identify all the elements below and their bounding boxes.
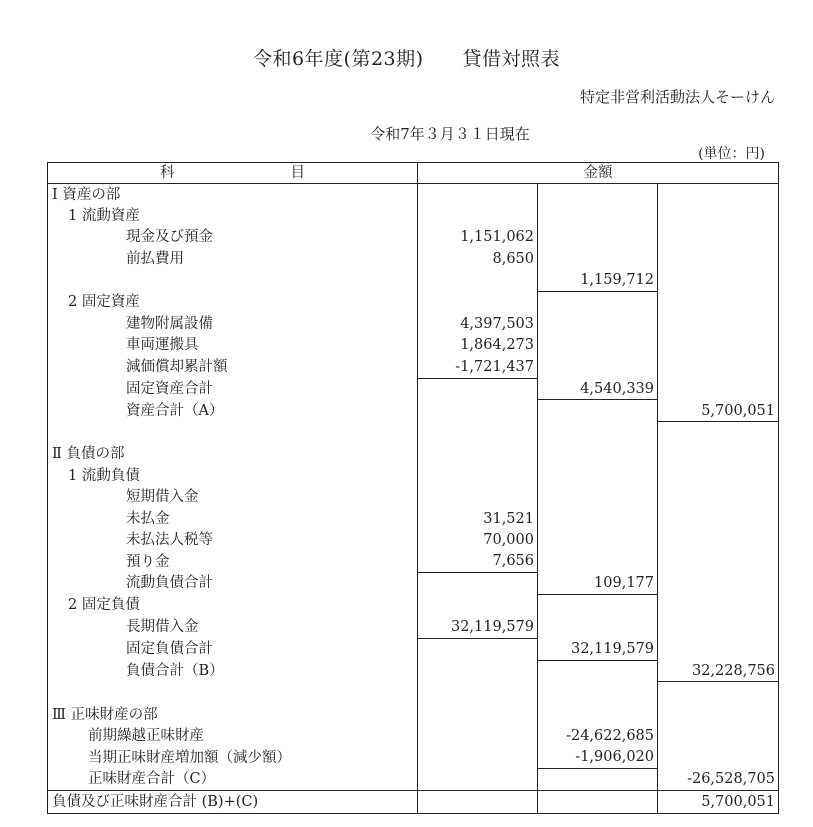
amount-cell-a: 1,151,062 (418, 227, 538, 248)
amount-cell-a: 7,656 (418, 551, 538, 573)
amount-cell-c (658, 616, 779, 638)
amount-cell-b (538, 205, 658, 226)
table-row (48, 313, 779, 334)
amount-cell-c (658, 422, 779, 444)
amount-cell-b (538, 313, 658, 334)
amount-cell-a (418, 400, 538, 422)
amount-cell-c (658, 335, 779, 356)
table-row (48, 551, 779, 573)
amount-cell-c (658, 638, 779, 660)
amount-cell-c (658, 704, 779, 725)
amount-cell-b (538, 594, 658, 616)
amount-cell-c (658, 227, 779, 248)
amount-cell-a: 1,864,273 (418, 335, 538, 356)
table-row (48, 248, 779, 269)
amount-cell-b (538, 356, 658, 378)
table-row (48, 704, 779, 725)
table-row (48, 638, 779, 660)
row-label: Ⅱ 負債の部 (48, 444, 418, 465)
row-label: 負債及び正味財産合計 (B)+(C) (48, 791, 418, 813)
table-row (48, 747, 779, 769)
amount-cell-b (538, 465, 658, 486)
amount-cell-b (538, 508, 658, 529)
amount-cell-c (658, 594, 779, 616)
amount-cell-a: 70,000 (418, 529, 538, 550)
row-label: 資産合計（A） (48, 400, 418, 422)
amount-cell-c (658, 291, 779, 313)
amount-cell-b: 109,177 (538, 573, 658, 595)
amount-cell-a (418, 465, 538, 486)
row-label: 建物附属設備 (48, 313, 418, 334)
as-of-date: 令和7年３月３１日現在 (370, 125, 530, 143)
amount-cell-a (418, 747, 538, 769)
amount-cell-c (658, 508, 779, 529)
table-row (48, 725, 779, 746)
row-label: 固定負債合計 (48, 638, 418, 660)
amount-cell-b (538, 791, 658, 813)
amount-cell-a (418, 378, 538, 400)
amount-cell-b: 4,540,339 (538, 378, 658, 400)
row-label: 前払費用 (48, 248, 418, 269)
amount-cell-b (538, 248, 658, 269)
row-label: Ⅰ 資産の部 (48, 184, 418, 206)
period-label: 令和6年度(第23期) (252, 48, 424, 70)
row-label (48, 682, 418, 704)
statement-title: 貸借対照表 (462, 48, 561, 70)
row-label: 当期正味財産増加額（減少額） (48, 747, 418, 769)
table-row (48, 486, 779, 507)
amount-cell-b: -24,622,685 (538, 725, 658, 746)
amount-cell-c (658, 529, 779, 550)
amount-cell-b (538, 682, 658, 704)
header-item-2: 目 (290, 165, 305, 181)
row-label: 1 流動資産 (48, 205, 418, 226)
amount-cell-c (658, 378, 779, 400)
table-row (48, 791, 779, 813)
table-row (48, 769, 779, 791)
table-row (48, 660, 779, 682)
amount-cell-a (418, 422, 538, 444)
table-header (48, 163, 779, 184)
table-row (48, 594, 779, 616)
amount-cell-a (418, 573, 538, 595)
amount-cell-c (658, 725, 779, 746)
table-row (48, 465, 779, 486)
row-label (48, 270, 418, 292)
amount-cell-c: 5,700,051 (658, 791, 779, 813)
header-item-column (48, 163, 418, 184)
row-label (48, 422, 418, 444)
row-label: 預り金 (48, 551, 418, 573)
amount-cell-a (418, 270, 538, 292)
header-item-1: 科 (160, 165, 175, 181)
amount-cell-a (418, 444, 538, 465)
table-row (48, 529, 779, 550)
amount-cell-c (658, 248, 779, 269)
amount-cell-c (658, 444, 779, 465)
table-row (48, 378, 779, 400)
amount-cell-a: 32,119,579 (418, 616, 538, 638)
amount-cell-c (658, 184, 779, 206)
amount-cell-a (418, 725, 538, 746)
table-row (48, 356, 779, 378)
row-label: 車両運搬具 (48, 335, 418, 356)
row-label: 固定資産合計 (48, 378, 418, 400)
table-row (48, 422, 779, 444)
row-label: 流動負債合計 (48, 573, 418, 595)
amount-cell-c (658, 356, 779, 378)
amount-cell-a: 4,397,503 (418, 313, 538, 334)
unit-label: (単位：円) (698, 146, 765, 162)
amount-cell-a: 8,650 (418, 248, 538, 269)
amount-cell-a (418, 660, 538, 682)
row-label: 2 固定資産 (48, 291, 418, 313)
table-row (48, 270, 779, 292)
row-label: 未払法人税等 (48, 529, 418, 550)
amount-cell-b (538, 551, 658, 573)
amount-cell-b (538, 291, 658, 313)
amount-cell-a: 31,521 (418, 508, 538, 529)
row-label: 2 固定負債 (48, 594, 418, 616)
amount-cell-c: 5,700,051 (658, 400, 779, 422)
row-label: 現金及び預金 (48, 227, 418, 248)
amount-cell-b (538, 184, 658, 206)
amount-cell-c (658, 270, 779, 292)
amount-cell-a (418, 791, 538, 813)
table-row (48, 227, 779, 248)
amount-cell-b (538, 704, 658, 725)
amount-cell-b (538, 616, 658, 638)
row-label: 正味財産合計（C） (48, 769, 418, 791)
row-label: 未払金 (48, 508, 418, 529)
balance-sheet-table (47, 162, 779, 814)
organization-name: 特定非営利活動法人そーけん (579, 88, 775, 106)
amount-cell-a (418, 205, 538, 226)
table-row (48, 400, 779, 422)
amount-cell-c: -26,528,705 (658, 769, 779, 791)
amount-cell-b (538, 660, 658, 682)
amount-cell-a (418, 486, 538, 507)
amount-cell-b (538, 529, 658, 550)
amount-cell-a (418, 769, 538, 791)
row-label: 負債合計（B） (48, 660, 418, 682)
amount-cell-b: 32,119,579 (538, 638, 658, 660)
amount-cell-b: 1,159,712 (538, 270, 658, 292)
amount-cell-c (658, 205, 779, 226)
table-row (48, 291, 779, 313)
amount-cell-b: -1,906,020 (538, 747, 658, 769)
row-label: 減価償却累計額 (48, 356, 418, 378)
document-title (0, 44, 813, 71)
amount-cell-b (538, 769, 658, 791)
table-row (48, 444, 779, 465)
amount-cell-c (658, 682, 779, 704)
row-label: 前期繰越正味財産 (48, 725, 418, 746)
amount-cell-b (538, 335, 658, 356)
amount-cell-b (538, 227, 658, 248)
amount-cell-b (538, 486, 658, 507)
row-label: Ⅲ 正味財産の部 (48, 704, 418, 725)
table-row (48, 335, 779, 356)
amount-cell-a (418, 682, 538, 704)
amount-cell-a (418, 594, 538, 616)
amount-cell-c: 32,228,756 (658, 660, 779, 682)
amount-cell-c (658, 465, 779, 486)
amount-cell-c (658, 573, 779, 595)
table-row (48, 508, 779, 529)
amount-cell-a: -1,721,437 (418, 356, 538, 378)
amount-cell-a (418, 638, 538, 660)
amount-cell-a (418, 704, 538, 725)
amount-cell-c (658, 551, 779, 573)
table-row (48, 573, 779, 595)
table-row (48, 682, 779, 704)
amount-cell-c (658, 313, 779, 334)
amount-cell-b (538, 400, 658, 422)
amount-cell-a (418, 184, 538, 206)
table-row (48, 616, 779, 638)
row-label: 長期借入金 (48, 616, 418, 638)
header-amount-column: 金額 (418, 163, 779, 184)
amount-cell-b (538, 444, 658, 465)
table-row (48, 184, 779, 206)
amount-cell-c (658, 486, 779, 507)
table-row (48, 205, 779, 226)
amount-cell-a (418, 291, 538, 313)
amount-cell-c (658, 747, 779, 769)
amount-cell-b (538, 422, 658, 444)
row-label: 1 流動負債 (48, 465, 418, 486)
row-label: 短期借入金 (48, 486, 418, 507)
